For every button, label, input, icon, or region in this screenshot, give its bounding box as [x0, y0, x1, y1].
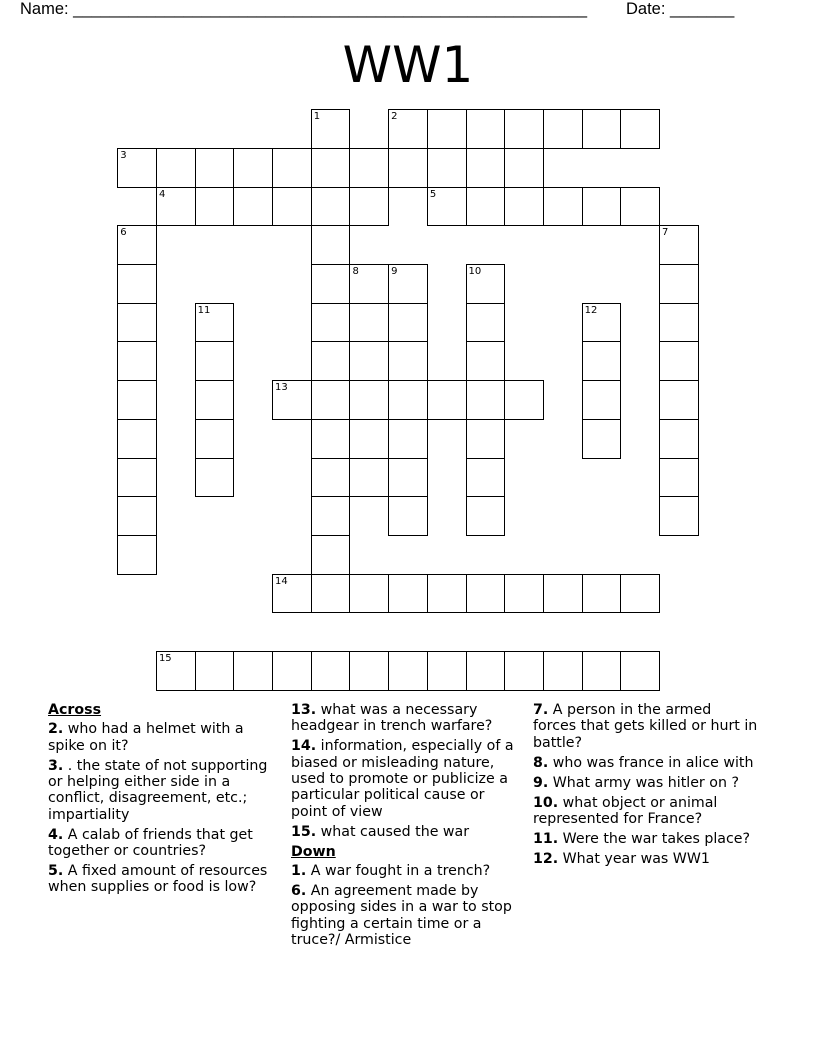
name-field[interactable]: Name: ________________________________________________________	[20, 0, 588, 18]
crossword-cell[interactable]	[466, 574, 506, 614]
crossword-cell[interactable]	[233, 651, 273, 691]
crossword-cell[interactable]	[311, 264, 351, 304]
crossword-cell[interactable]	[388, 651, 428, 691]
crossword-cell[interactable]	[388, 380, 428, 420]
clue-item	[291, 883, 523, 948]
clue-item-text: information, especially of a biased or misleading nature, used to promote or publicize a particular political cause or point of view	[291, 738, 514, 820]
clue-item-text: What year was WW1	[558, 851, 710, 868]
crossword-cell[interactable]	[311, 380, 351, 420]
crossword-cell[interactable]	[466, 148, 506, 188]
clue-item	[48, 827, 270, 860]
crossword-cell[interactable]	[620, 187, 660, 227]
clue-item	[291, 738, 523, 819]
crossword-cell[interactable]	[311, 651, 351, 691]
clue-item-number: 1.	[291, 863, 307, 880]
crossword-cell[interactable]	[117, 225, 157, 265]
clue-item-number: 5.	[48, 863, 64, 880]
crossword-cell[interactable]	[659, 225, 699, 265]
clue-item-number: 15.	[291, 823, 317, 840]
clue-number: 11	[197, 304, 211, 316]
crossword-cell[interactable]	[195, 458, 235, 498]
crossword-cell[interactable]	[311, 496, 351, 536]
crossword-cell[interactable]	[466, 496, 506, 536]
clue-item-text: what object or animal represented for France?	[533, 794, 718, 828]
clues-column-2	[291, 702, 523, 952]
crossword-cell[interactable]	[427, 187, 467, 227]
crossword-cell[interactable]	[349, 651, 389, 691]
crossword-cell[interactable]	[504, 109, 544, 149]
crossword-cell[interactable]	[620, 109, 660, 149]
crossword-cell[interactable]	[504, 651, 544, 691]
clue-item-text: A person in the armed forces that gets killed or hurt in battle?	[533, 702, 758, 751]
date-field[interactable]: Date: _______	[626, 0, 735, 18]
clues-column-3	[533, 702, 758, 871]
crossword-cell[interactable]	[117, 264, 157, 304]
crossword-cell[interactable]	[388, 264, 428, 304]
clue-number: 3	[120, 149, 127, 161]
crossword-cell[interactable]	[582, 341, 622, 381]
crossword-cell[interactable]	[349, 341, 389, 381]
crossword-cell[interactable]	[388, 341, 428, 381]
crossword-cell[interactable]	[620, 651, 660, 691]
crossword-cell[interactable]	[349, 574, 389, 614]
crossword-cell[interactable]	[427, 574, 467, 614]
clue-item-number: 4.	[48, 826, 64, 843]
crossword-cell[interactable]	[195, 419, 235, 459]
crossword-cell[interactable]	[466, 187, 506, 227]
crossword-cell[interactable]	[427, 651, 467, 691]
crossword-cell[interactable]	[388, 496, 428, 536]
crossword-cell[interactable]	[272, 574, 312, 614]
crossword-cell[interactable]	[311, 458, 351, 498]
clue-number: 13	[275, 382, 288, 394]
crossword-cell[interactable]	[582, 380, 622, 420]
clue-item-number: 14.	[291, 738, 317, 755]
crossword-cell[interactable]	[311, 535, 351, 575]
crossword-cell[interactable]	[659, 419, 699, 459]
crossword-cell[interactable]	[272, 187, 312, 227]
clue-item-text: A fixed amount of resources when supplies or food is low?	[48, 863, 268, 896]
clue-item-text: who was france in alice with	[548, 754, 754, 771]
clue-item-text: A calab of friends that get together or countries?	[48, 826, 253, 859]
clue-number: 15	[158, 653, 172, 665]
crossword-cell[interactable]	[582, 419, 622, 459]
crossword-cell[interactable]	[117, 303, 157, 343]
crossword-cell[interactable]	[233, 148, 273, 188]
crossword-cell[interactable]	[466, 341, 506, 381]
crossword-cell[interactable]	[311, 574, 351, 614]
crossword-cell[interactable]	[311, 419, 351, 459]
crossword-cell[interactable]	[466, 458, 506, 498]
crossword-cell[interactable]	[349, 187, 389, 227]
clue-item-number: 3.	[48, 757, 64, 774]
clue-item	[533, 775, 758, 791]
crossword-cell[interactable]	[311, 109, 351, 149]
crossword-cell[interactable]	[349, 419, 389, 459]
crossword-cell[interactable]	[195, 148, 235, 188]
clue-item	[533, 702, 758, 751]
clue-number: 6	[120, 227, 127, 239]
page-title: WW1	[342, 36, 474, 94]
crossword-cell[interactable]	[659, 264, 699, 304]
crossword-cell[interactable]	[543, 651, 583, 691]
crossword-cell[interactable]	[427, 380, 467, 420]
crossword-cell[interactable]	[311, 187, 351, 227]
down-heading: Down	[291, 843, 336, 860]
clue-number: 10	[468, 266, 482, 278]
crossword-cell[interactable]	[388, 458, 428, 498]
crossword-cell[interactable]	[466, 264, 506, 304]
crossword-cell[interactable]	[388, 419, 428, 459]
crossword-cell[interactable]	[117, 458, 157, 498]
crossword-cell[interactable]	[388, 303, 428, 343]
crossword-cell[interactable]	[466, 303, 506, 343]
crossword-cell[interactable]	[311, 225, 351, 265]
clue-item-number: 13.	[291, 702, 317, 718]
crossword-cell[interactable]	[504, 574, 544, 614]
crossword-cell[interactable]	[311, 303, 351, 343]
crossword-cell[interactable]	[466, 380, 506, 420]
clue-number: 12	[584, 304, 598, 316]
crossword-cell[interactable]	[195, 341, 235, 381]
crossword-cell[interactable]	[659, 341, 699, 381]
crossword-cell[interactable]	[156, 187, 196, 227]
clue-item-text: An agreement made by opposing sides in a war to stop fighting a certain time or a truce?/ Armistice	[291, 883, 512, 949]
clue-item	[533, 755, 758, 771]
crossword-cell[interactable]	[582, 109, 622, 149]
crossword-cell[interactable]	[543, 574, 583, 614]
crossword-cell[interactable]	[195, 380, 235, 420]
crossword-cell[interactable]	[117, 535, 157, 575]
crossword-cell[interactable]	[272, 148, 312, 188]
clue-number: 5	[429, 188, 437, 200]
crossword-cell[interactable]	[349, 264, 389, 304]
crossword-cell[interactable]	[156, 651, 196, 691]
clue-item-number: 11.	[533, 831, 559, 848]
crossword-cell[interactable]	[466, 419, 506, 459]
crossword-cell[interactable]	[195, 651, 235, 691]
crossword-cell[interactable]	[582, 187, 622, 227]
clue-item-text: A war fought in a trench?	[306, 863, 491, 880]
clue-number: 4	[158, 188, 166, 200]
clue-item-text: . the state of not supporting or helping either side in a conflict, disagreement, etc.; impartiality	[48, 757, 268, 823]
crossword-cell[interactable]	[117, 496, 157, 536]
clue-item-text: What army was hitler on ?	[548, 774, 739, 791]
clue-item-number: 12.	[533, 851, 559, 868]
clue-number: 14	[275, 575, 288, 587]
clue-item-text: who had a helmet with a spike on it?	[48, 721, 244, 754]
crossword-cell[interactable]	[349, 148, 389, 188]
crossword-cell[interactable]	[659, 496, 699, 536]
clue-item-number: 8.	[533, 754, 549, 771]
crossword-cell[interactable]	[543, 109, 583, 149]
clue-item	[291, 702, 523, 735]
clue-item	[533, 831, 758, 847]
clue-item	[48, 721, 270, 754]
crossword-cell[interactable]	[582, 303, 622, 343]
crossword-cell[interactable]	[117, 341, 157, 381]
clue-item-number: 9.	[533, 774, 549, 791]
clue-item	[291, 824, 523, 840]
crossword-cell[interactable]	[582, 651, 622, 691]
crossword-cell[interactable]	[272, 651, 312, 691]
clue-item	[48, 863, 270, 896]
crossword-cell[interactable]	[233, 187, 273, 227]
clues-column-1	[48, 702, 270, 899]
clue-item-number: 6.	[291, 883, 307, 900]
clue-item-number: 2.	[48, 721, 64, 738]
crossword-cell[interactable]	[349, 380, 389, 420]
clue-number: 7	[662, 227, 669, 239]
clue-item	[533, 795, 758, 828]
crossword-cell[interactable]	[117, 148, 157, 188]
crossword-cell[interactable]	[582, 574, 622, 614]
crossword-cell[interactable]	[156, 148, 196, 188]
crossword-cell[interactable]	[388, 148, 428, 188]
crossword-cell[interactable]	[466, 651, 506, 691]
crossword-cell[interactable]	[117, 380, 157, 420]
crossword-cell[interactable]	[543, 187, 583, 227]
crossword-cell[interactable]	[311, 148, 351, 188]
crossword-cell[interactable]	[659, 458, 699, 498]
clue-number: 8	[352, 266, 359, 278]
clue-item-number: 10.	[533, 794, 559, 811]
crossword-cell[interactable]	[272, 380, 312, 420]
crossword-cell[interactable]	[311, 341, 351, 381]
crossword-cell[interactable]	[504, 148, 544, 188]
crossword-cell[interactable]	[195, 303, 235, 343]
clue-item-text: Were the war takes place?	[558, 831, 751, 848]
clue-item	[291, 863, 523, 879]
crossword-cell[interactable]	[504, 380, 544, 420]
clue-number: 9	[391, 266, 398, 278]
crossword-cell[interactable]	[349, 303, 389, 343]
clue-number: 1	[313, 111, 321, 123]
clue-item-number: 7.	[533, 702, 549, 718]
crossword-cell[interactable]	[427, 148, 467, 188]
clue-item	[533, 851, 758, 867]
crossword-cell[interactable]	[195, 187, 235, 227]
crossword-cell[interactable]	[388, 574, 428, 614]
clue-number: 2	[391, 111, 398, 123]
clue-item-text: what was a necessary headgear in trench warfare?	[291, 702, 493, 735]
crossword-cell[interactable]	[388, 109, 428, 149]
crossword-cell[interactable]	[117, 419, 157, 459]
crossword-cell[interactable]	[659, 303, 699, 343]
across-heading: Across	[48, 702, 102, 718]
crossword-cell[interactable]	[620, 574, 660, 614]
crossword-cell[interactable]	[659, 380, 699, 420]
crossword-cell[interactable]	[504, 187, 544, 227]
clue-item-text: what caused the war	[316, 823, 470, 840]
crossword-cell[interactable]	[349, 458, 389, 498]
clue-item	[48, 758, 270, 823]
crossword-cell[interactable]	[466, 109, 506, 149]
crossword-cell[interactable]	[427, 109, 467, 149]
